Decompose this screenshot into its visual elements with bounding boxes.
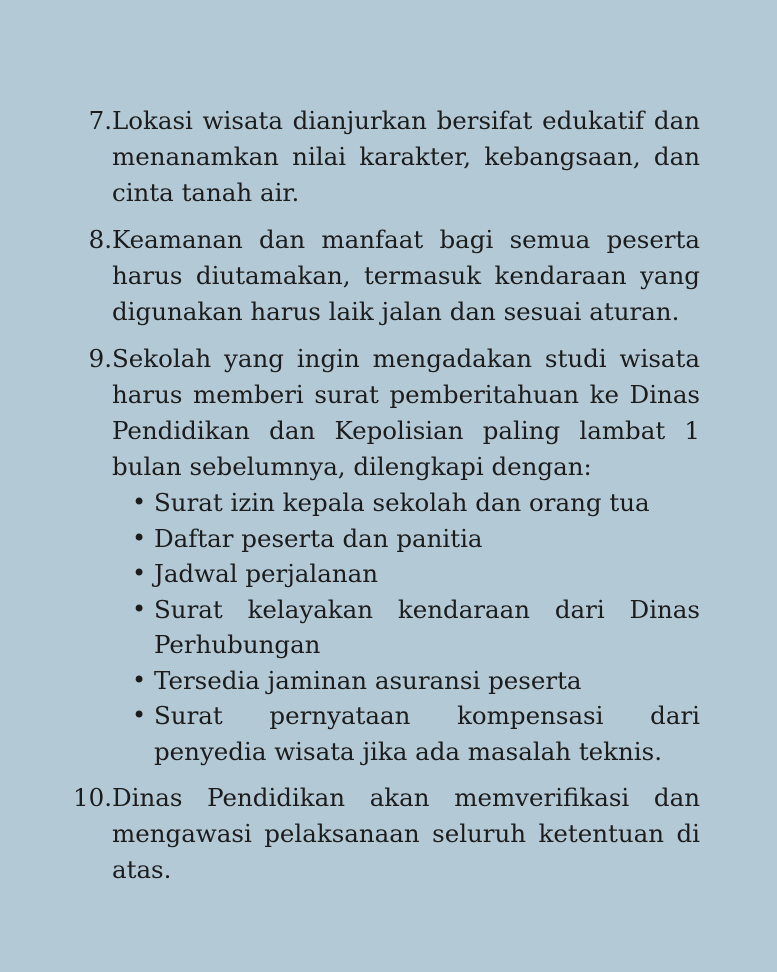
item-number: 7. (88, 106, 112, 135)
bullet-item (132, 521, 700, 557)
bullet-dot-icon: • (132, 523, 147, 552)
bullet-item (132, 556, 700, 592)
bullet-dot-icon: • (132, 594, 147, 623)
item-number: 9. (88, 344, 112, 373)
item-number: 8. (88, 225, 112, 254)
bullet-text: Surat kelayakan kendaraan dari Dinas Perhubungan (154, 594, 700, 659)
item-content (112, 341, 700, 769)
regulation-list (60, 103, 700, 888)
bullet-item (132, 663, 700, 699)
item-content (112, 780, 700, 888)
list-item-10 (60, 780, 700, 888)
bullet-dot-icon: • (132, 665, 147, 694)
bullet-dot-icon: • (132, 701, 147, 729)
item-text: Sekolah yang ingin mengadakan studi wisata harus memberi surat pemberitahuan ke Dinas Pendidikan dan Kepolisian paling lambat 1 bulan sebelumnya, dilengkapi dengan: (112, 344, 700, 481)
bullet-text: Surat izin kepala sekolah dan orang tua (154, 488, 650, 517)
bullet-item (132, 485, 700, 521)
item-text: Dinas Pendidikan akan memverifikasi dan mengawasi pelaksanaan seluruh ketentuan di atas. (112, 783, 700, 884)
bullet-text: Daftar peserta dan panitia (154, 523, 483, 553)
bullet-dot-icon: • (132, 488, 147, 516)
list-item-8 (60, 222, 700, 330)
bullet-item (132, 698, 700, 769)
list-item-9 (60, 341, 700, 769)
item-text: Lokasi wisata dianjurkan bersifat edukatif dan menanamkan nilai karakter, kebangsaan, dan cinta tanah air. (112, 106, 700, 207)
bullet-text: Tersedia jaminan asuransi peserta (154, 665, 582, 695)
item-number: 10. (73, 783, 112, 812)
item-content (112, 222, 700, 330)
bullet-dot-icon: • (132, 559, 147, 587)
list-item-7 (60, 103, 700, 211)
bullet-item (132, 592, 700, 663)
bullet-text: Jadwal perjalanan (154, 559, 379, 588)
item-text: Keamanan dan manfaat bagi semua peserta harus diutamakan, termasuk kendaraan yang digunakan harus laik jalan dan sesuai aturan. (112, 225, 700, 326)
bullet-text: Surat pernyataan kompensasi dari penyedia wisata jika ada masalah teknis. (154, 701, 700, 766)
requirements-bullet-list (112, 485, 700, 769)
item-content (112, 103, 700, 211)
